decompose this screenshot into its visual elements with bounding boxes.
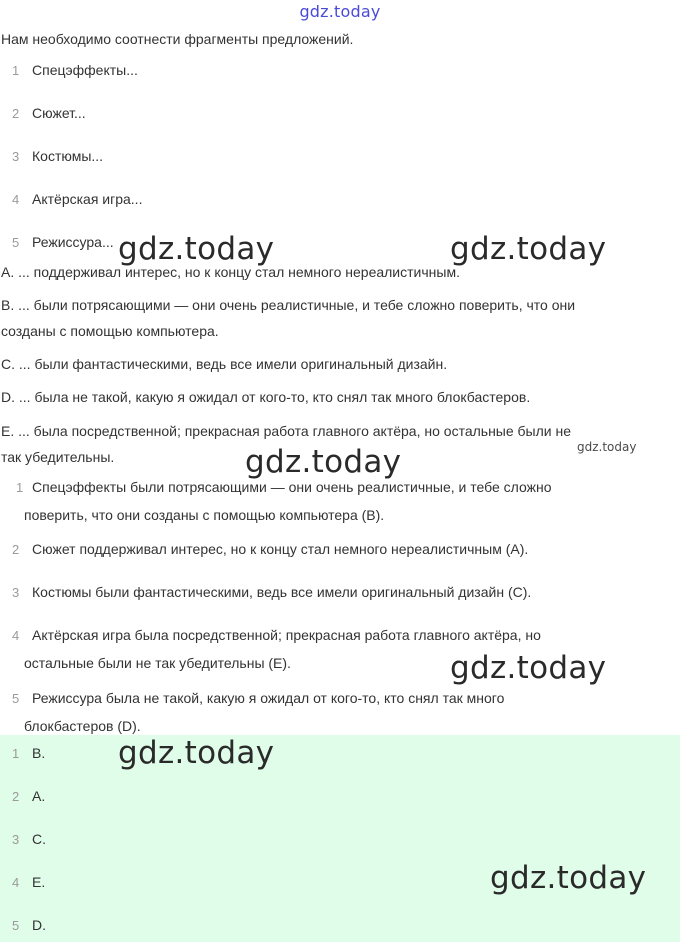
answer-number: 5	[12, 918, 20, 933]
fragment-text: Спецэффекты...	[32, 62, 138, 78]
watermark: gdz.today	[118, 231, 275, 267]
answer-letter: E.	[32, 874, 46, 890]
watermark: gdz.today	[450, 650, 607, 686]
sentence-text-cont: поверить, что они созданы с помощью компьютера (B).	[24, 507, 385, 523]
watermark: gdz.today	[490, 860, 647, 896]
ending-b-line1: B. ... были потрясающими — они очень реалистичные, и тебе сложно поверить, что они	[1, 297, 576, 313]
sentence-text: Спецэффекты были потрясающими — они очень реалистичные, и тебе сложно	[32, 479, 552, 495]
sentence-text: Актёрская игра была посредственной; прекрасная работа главного актёра, но	[32, 627, 541, 643]
answer-letter: B.	[32, 745, 46, 761]
answer-letter: D.	[32, 917, 46, 933]
sentence-text: Режиссура была не такой, какую я ожидал от кого-то, кто снял так много	[32, 690, 505, 706]
sentence-number: 5	[12, 691, 20, 706]
fragment-text: Актёрская игра...	[32, 191, 143, 207]
sentence-number: 1	[16, 480, 24, 495]
fragment-number: 2	[12, 106, 20, 121]
sentence-text: Сюжет поддерживал интерес, но к концу стал немного нереалистичным (A).	[32, 541, 529, 557]
ending-b-line2: созданы с помощью компьютера.	[1, 323, 219, 339]
answer-letter: C.	[32, 831, 46, 847]
ending-d: D. ... была не такой, какую я ожидал от кого-то, кто снял так много блокбастеров.	[1, 389, 531, 405]
watermark-small: gdz.today	[577, 440, 637, 454]
ending-e-line2: так убедительны.	[1, 449, 115, 465]
task-intro: Нам необходимо соотнести фрагменты предложений.	[1, 31, 354, 47]
site-logo[interactable]: gdz.today	[299, 2, 381, 21]
ending-a: A. ... поддерживал интерес, но к концу стал немного нереалистичным.	[1, 264, 460, 280]
watermark: gdz.today	[450, 231, 607, 267]
ending-c: C. ... были фантастическими, ведь все имели оригинальный дизайн.	[1, 356, 448, 372]
fragment-text: Сюжет...	[32, 105, 86, 121]
fragment-number: 3	[12, 149, 20, 164]
sentence-number: 4	[12, 628, 20, 643]
answer-letter: A.	[32, 788, 46, 804]
answer-number: 1	[12, 746, 20, 761]
watermark: gdz.today	[245, 444, 402, 480]
answer-block	[0, 735, 680, 942]
sentence-number: 3	[12, 585, 20, 600]
ending-e-line1: E. ... была посредственной; прекрасная работа главного актёра, но остальные были не	[1, 423, 572, 439]
sentence-text: Костюмы были фантастическими, ведь все имели оригинальный дизайн (C).	[32, 584, 532, 600]
fragment-number: 4	[12, 192, 20, 207]
sentence-text-cont: остальные были не так убедительны (E).	[24, 655, 291, 671]
answer-number: 3	[12, 832, 20, 847]
fragment-text: Режиссура...	[32, 234, 114, 250]
sentence-number: 2	[12, 542, 20, 557]
fragment-number: 5	[12, 235, 20, 250]
fragment-number: 1	[12, 63, 20, 78]
sentence-text-cont: блокбастеров (D).	[24, 718, 141, 734]
answer-number: 4	[12, 875, 20, 890]
watermark: gdz.today	[118, 735, 275, 771]
answer-number: 2	[12, 789, 20, 804]
fragment-text: Костюмы...	[32, 148, 104, 164]
